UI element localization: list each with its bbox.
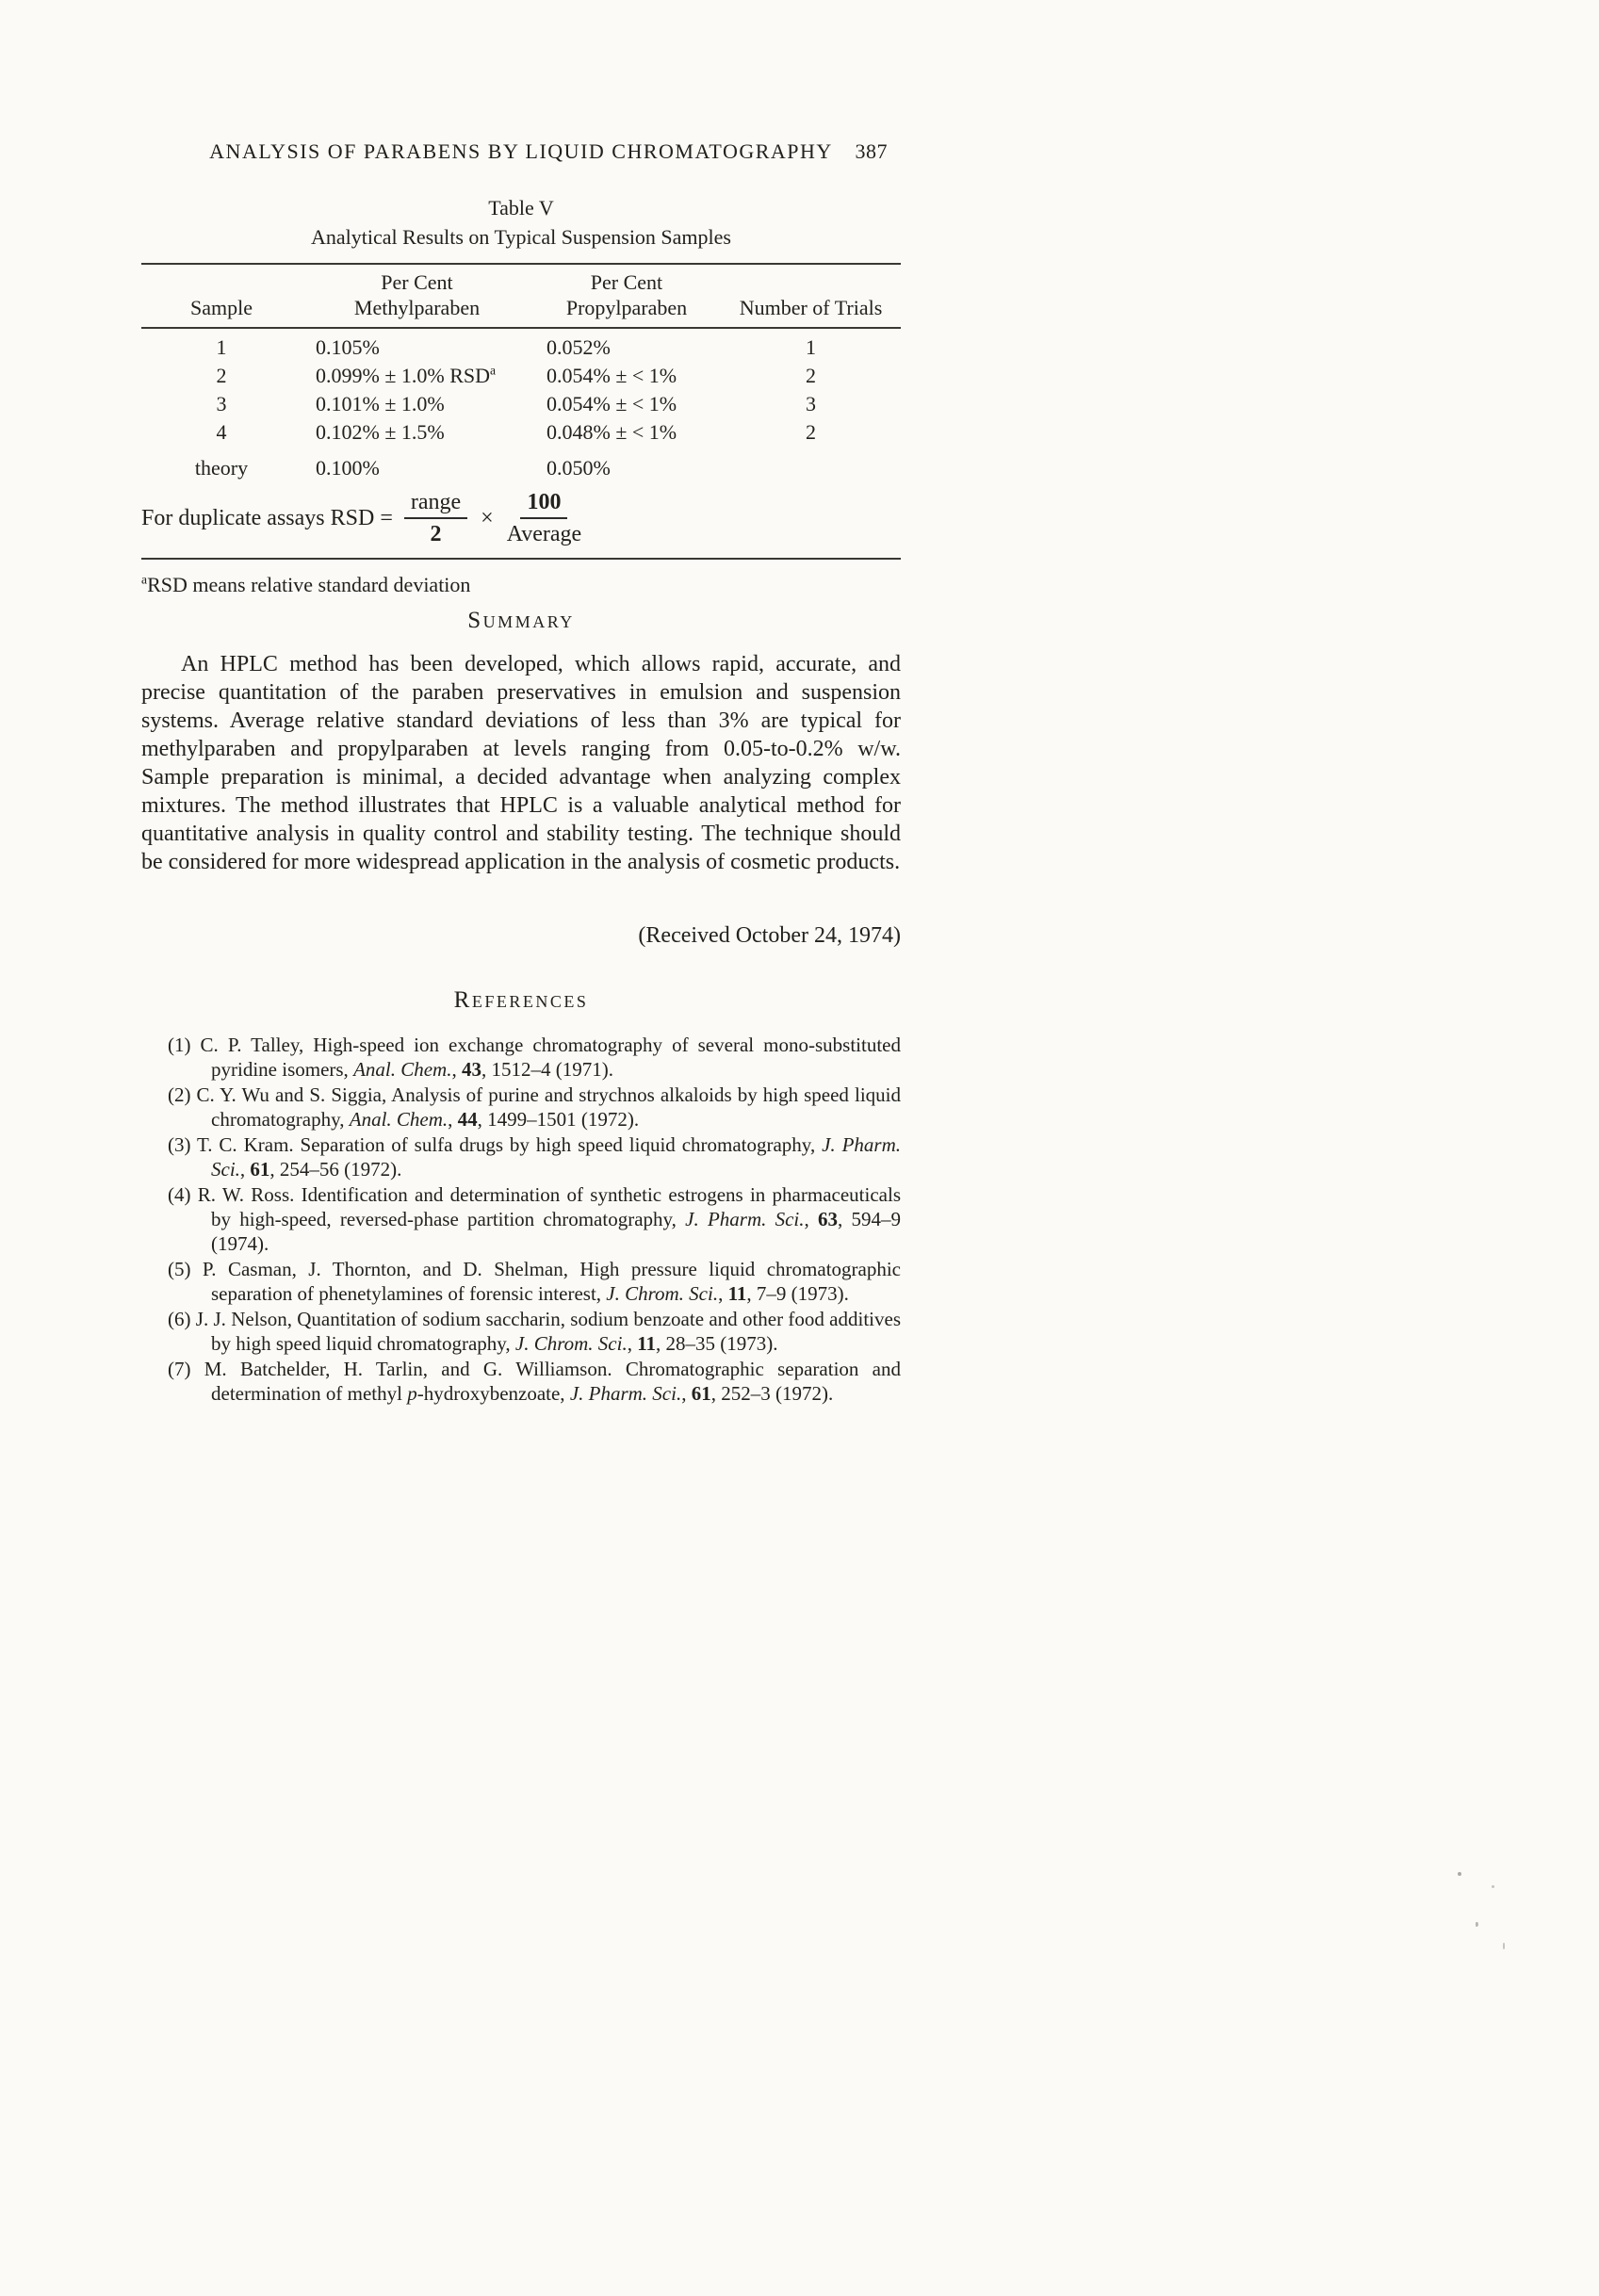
formula-prefix: For duplicate assays RSD = [141, 505, 393, 530]
reference-item: (6) J. J. Nelson, Quantitation of sodium saccharin, sodium benzoate and other food additives by high speed liquid chromatography, J. Chrom. Sci., 11, 28–35 (1973). [168, 1308, 901, 1355]
references-list [141, 1033, 901, 1407]
column-header-label: Propylparaben [565, 296, 688, 319]
table-row [141, 362, 901, 390]
reference-item: (7) M. Batchelder, H. Tarlin, and G. Williamson. Chromatographic separation and determination of methyl p-hydroxybenzoate, J. Pharm. Sci., 61, 252–3 (1972). [168, 1358, 901, 1405]
table-row [141, 454, 901, 482]
fraction-denominator: 2 [430, 522, 442, 546]
trials-cell: 2 [806, 420, 816, 444]
column-header-label: Sample [190, 296, 253, 319]
running-head [141, 139, 901, 170]
multiplication-sign: × [481, 505, 494, 530]
scan-speckle [1476, 1922, 1478, 1927]
table-row [141, 334, 901, 362]
propylparaben-cell: 0.048% ± < 1% [547, 420, 677, 444]
rsd-formula [141, 490, 901, 546]
column-header-label: Per Cent [381, 270, 453, 294]
column-header-trials [721, 269, 901, 320]
column-header-sample [141, 269, 302, 320]
scan-speckle [1503, 1943, 1505, 1949]
propylparaben-cell: 0.050% [547, 456, 611, 480]
propylparaben-cell: 0.054% ± < 1% [547, 392, 677, 415]
sample-cell: 2 [216, 364, 227, 387]
sample-cell: theory [194, 456, 249, 480]
sample-cell: 4 [216, 420, 227, 444]
methylparaben-cell: 0.099% ± 1.0% RSD$^a$ [316, 363, 497, 387]
formula-fraction-range-over-2 [404, 490, 467, 546]
table-body [141, 329, 901, 482]
table-row [141, 418, 901, 447]
fraction-numerator: 100 [520, 490, 567, 519]
reference-item: (3) T. C. Kram. Separation of sulfa drugs by high speed liquid chromatography, J. Pharm. Sci., 61, 254–56 (1972). [168, 1133, 901, 1181]
sample-cell: 3 [216, 392, 227, 415]
propylparaben-cell: 0.054% ± < 1% [547, 364, 677, 387]
table-caption: Table V [488, 196, 554, 220]
scan-speckle [1458, 1872, 1461, 1876]
references-heading: References [453, 987, 589, 1013]
reference-item: (4) R. W. Ross. Identification and determination of synthetic estrogens in pharmaceuticals by high-speed, reversed-phase partition chromatography, J. Pharm. Sci., 63, 594–9 (1974). [168, 1183, 901, 1255]
sample-cell: 1 [216, 335, 227, 359]
reference-item: (1) C. P. Talley, High-speed ion exchange chromatography of several mono-substituted pyridine isomers, Anal. Chem., 43, 1512–4 (1971). [168, 1034, 901, 1081]
trials-cell: 3 [806, 392, 816, 415]
summary-heading: Summary [467, 608, 575, 633]
fraction-denominator: Average [506, 522, 582, 546]
trials-cell [721, 454, 901, 482]
table-header [141, 265, 901, 329]
table-row [141, 390, 901, 418]
reference-item: (2) C. Y. Wu and S. Siggia, Analysis of purine and strychnos alkaloids by high speed liquid chromatography, Anal. Chem., 44, 1499–1501 (1972). [168, 1083, 901, 1131]
column-header-label: Number of Trials [739, 296, 883, 319]
column-header-methylparaben [302, 269, 532, 320]
running-head-title: ANALYSIS OF PARABENS BY LIQUID CHROMATOGRAPHY [209, 139, 833, 163]
methylparaben-cell: 0.101% ± 1.0% [316, 392, 445, 415]
table-v [141, 263, 901, 560]
reference-item: (5) P. Casman, J. Thornton, and D. Shelman, High pressure liquid chromatographic separation of phenetylamines of forensic interest, J. Chrom. Sci., 11, 7–9 (1973). [168, 1258, 901, 1305]
methylparaben-cell: 0.102% ± 1.5% [316, 420, 445, 444]
trials-cell: 1 [806, 335, 816, 359]
fraction-numerator: range [404, 490, 467, 519]
column-header-label: Per Cent [590, 270, 663, 294]
column-header-label: Methylparaben [353, 296, 481, 319]
received-date: (Received October 24, 1974) [638, 923, 901, 948]
page-number: 387 [855, 139, 888, 163]
methylparaben-cell: 0.105% [316, 335, 380, 359]
column-header-propylparaben [532, 269, 721, 320]
formula-fraction-100-over-average [507, 490, 582, 546]
table-footnote: $^a$RSD means relative standard deviation [141, 572, 471, 596]
trials-cell: 2 [806, 364, 816, 387]
methylparaben-cell: 0.100% [316, 456, 380, 480]
table-subcaption: Analytical Results on Typical Suspension Samples [311, 225, 731, 249]
table-v-section [141, 193, 901, 598]
summary-paragraph: An HPLC method has been developed, which allows rapid, accurate, and precise quantitation of the paraben preservatives in emulsion and suspension systems. Average relative standard deviations of less than 3% are typical for methylparaben and propylparaben at levels ranging from 0.05-to-0.2% w/w. Sample preparation is minimal, a decided advantage when analyzing complex mixtures. The method illustrates that HPLC is a valuable analytical method for quantitative analysis in quality control and stability testing. The technique should be considered for more widespread application in the analysis of cosmetic products. [141, 652, 901, 874]
propylparaben-cell: 0.052% [547, 335, 611, 359]
scan-speckle [1492, 1885, 1494, 1888]
